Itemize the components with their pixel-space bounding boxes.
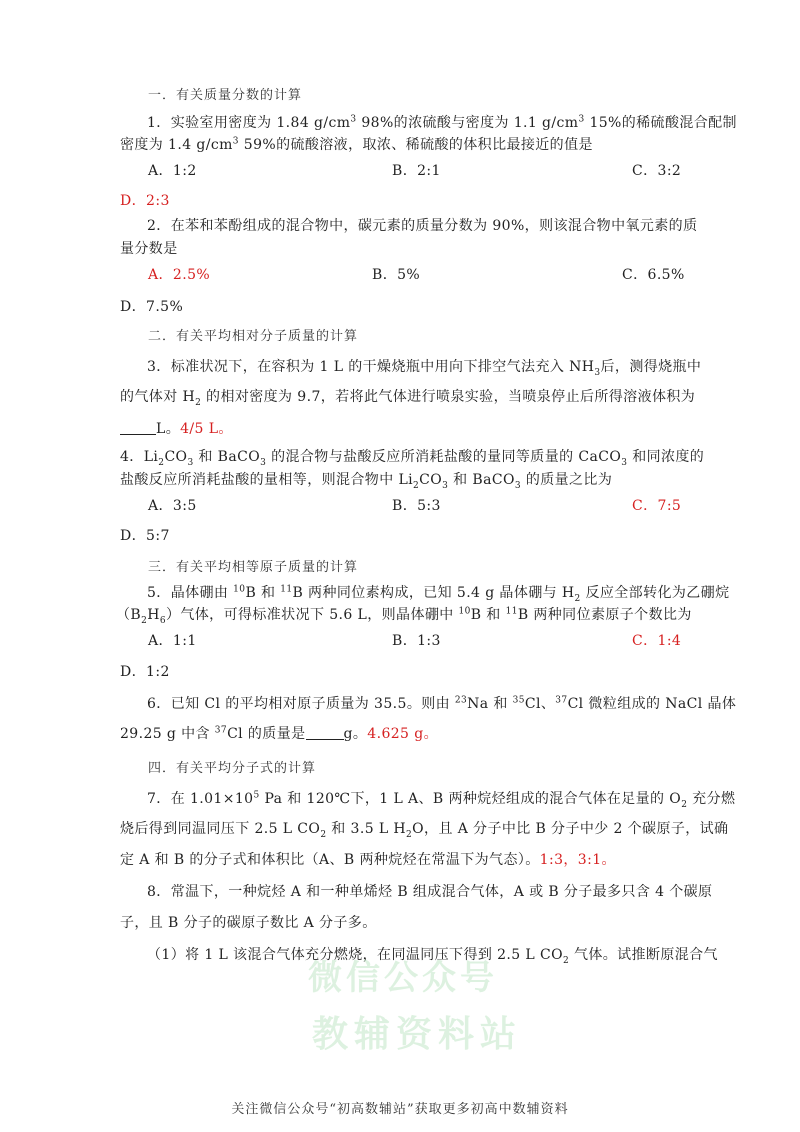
section-heading-4: 四．有关平均分子式的计算 (148, 761, 317, 776)
q1-text-line-1: 1．实验室用密度为 1.84 $g/cm^3$ 98%的浓硫酸与密度为 1.1 $g/cm^3$ 15%的稀硫酸混合配制 (147, 114, 737, 131)
q1-option-b: B．2:1 (392, 163, 441, 179)
q5-option-c-answer: C．1:4 (632, 633, 682, 649)
q2-option-d: D．7.5% (120, 299, 184, 315)
q8-text-line-2: 子，且 B 分子的碳原子数比 A 分子多。 (120, 915, 377, 931)
section-heading-2: 二．有关平均相对分子质量的计算 (148, 329, 359, 344)
q8-text-line-1: 8．常温下，一种烷烃 A 和一种单烯烃 B 组成混合气体，A 或 B 分子最多只含 4 个碳原 (147, 884, 713, 900)
q1-option-a: A．1:2 (148, 163, 197, 179)
q2-text-line-2: 量分数是 (120, 241, 178, 257)
q6-text-line-1: 6．已知 Cl 的平均相对原子质量为 35.5。则由 $^{23}$Na 和 $^{35}$Cl、$^{37}$Cl 微粒组成的 NaCl 晶体 (147, 695, 737, 712)
q2-option-c: C．6.5% (622, 267, 685, 283)
q2-option-b: B．5% (372, 267, 421, 283)
q1-option-c: C．3:2 (632, 163, 682, 179)
q1-option-d-answer: D．2:3 (120, 193, 170, 209)
q3-answer-blank (120, 421, 156, 435)
q3-text-line-3: L。4/5 L。 (120, 418, 233, 438)
q3-text-line-1: 3．标准状况下，在容积为 1 L 的干燥烧瓶中用向下排空气法充入 $NH_3$后，测得烧瓶中 (147, 359, 702, 378)
watermark-line-1: 微信公众号 (308, 958, 498, 998)
q5-text-line-2: $(B_2H_6)$气体，可得标准状况下 5.6 L，则晶体硼中 $^{10}$B 和 $^{11}$B 两种同位素原子个数比为 (116, 606, 692, 626)
q5-option-a: A．1:1 (148, 633, 197, 649)
q6-text-line-2: 29.25 g 中含 $^{37}$Cl 的质量是 g。4.625 g。 (120, 725, 438, 742)
q4-option-a: A．3:5 (148, 498, 197, 514)
q7-text-line-1: 7．在 $1.01\times 10^5$ Pa 和 120℃下，1 L A、B 两种烷烃组成的混合气体在足量的 $O_2$ 充分燃 (147, 790, 736, 810)
watermark-line-2: 教辅资料站 (312, 1014, 523, 1055)
page-footer: 关注微信公众号“初高数辅站”获取更多初高中数辅资料 (231, 1102, 569, 1117)
q2-text-line-1: 2．在苯和苯酚组成的混合物中，碳元素的质量分数为 90%，则该混合物中氧元素的质 (147, 218, 698, 234)
q6-answer-blank (306, 726, 344, 740)
q5-option-d: D．1:2 (120, 664, 170, 680)
q3-text-line-2: 的气体对 $H_2$ 的相对密度为 9.7，若将此气体进行喷泉实验，当喷泉停止后所得溶液体积为 (120, 389, 696, 408)
q4-option-d: D．5:7 (120, 528, 170, 544)
q2-option-a-answer: A．2.5% (148, 267, 211, 283)
q1-text-line-2: 密度为 1.4 $g/cm^3$ 59%的硫酸溶液，取浓、稀硫酸的体积比最接近的值是 (120, 136, 593, 153)
section-heading-3: 三．有关平均相等原子质量的计算 (148, 560, 359, 575)
q5-option-b: B．1:3 (392, 633, 441, 649)
section-heading-1: 一．有关质量分数的计算 (148, 88, 303, 103)
q4-option-c-answer: C．7:5 (632, 498, 682, 514)
q5-text-line-1: 5．晶体硼由 $^{10}$B 和 $^{11}$B 两种同位素构成，已知 5.4 g 晶体硼与 $H_2$ 反应全部转化为乙硼烷 (147, 584, 730, 604)
q4-text-line-2: 盐酸反应所消耗盐酸的量相等，则混合物中 $Li_2CO_3$ 和 BaCO$_3$ 的质量之比为 (120, 472, 613, 491)
q7-text-line-2: 烧后得到同温同压下 2.5 L $CO_2$ 和 3.5 L $H_2O$，且 A 分子中比 B 分子中少 2 个碳原子，试确 (120, 821, 729, 840)
q4-option-b: B．5:3 (392, 498, 441, 514)
q3-answer: 4/5 L。 (180, 421, 233, 437)
q7-answer: 1:3，3:1。 (539, 852, 616, 868)
q6-answer: 4.625 g。 (367, 726, 438, 742)
q4-text-line-1: 4．$Li_2CO_3$ 和 BaCO$_3$ 的混合物与盐酸反应所消耗盐酸的量同等质量的 CaCO$_3$ 和同浓度的 (120, 449, 705, 468)
q7-text-line-3: 定 A 和 B 的分子式和体积比（A、B 两种烷烃在常温下为气态）。1:3，3:1。 (120, 852, 616, 868)
q8-text-line-3: （1）将 1 L 该混合气体充分燃烧，在同温同压下得到 2.5 L $CO_2$ 气体。试推断原混合气 (147, 947, 718, 966)
